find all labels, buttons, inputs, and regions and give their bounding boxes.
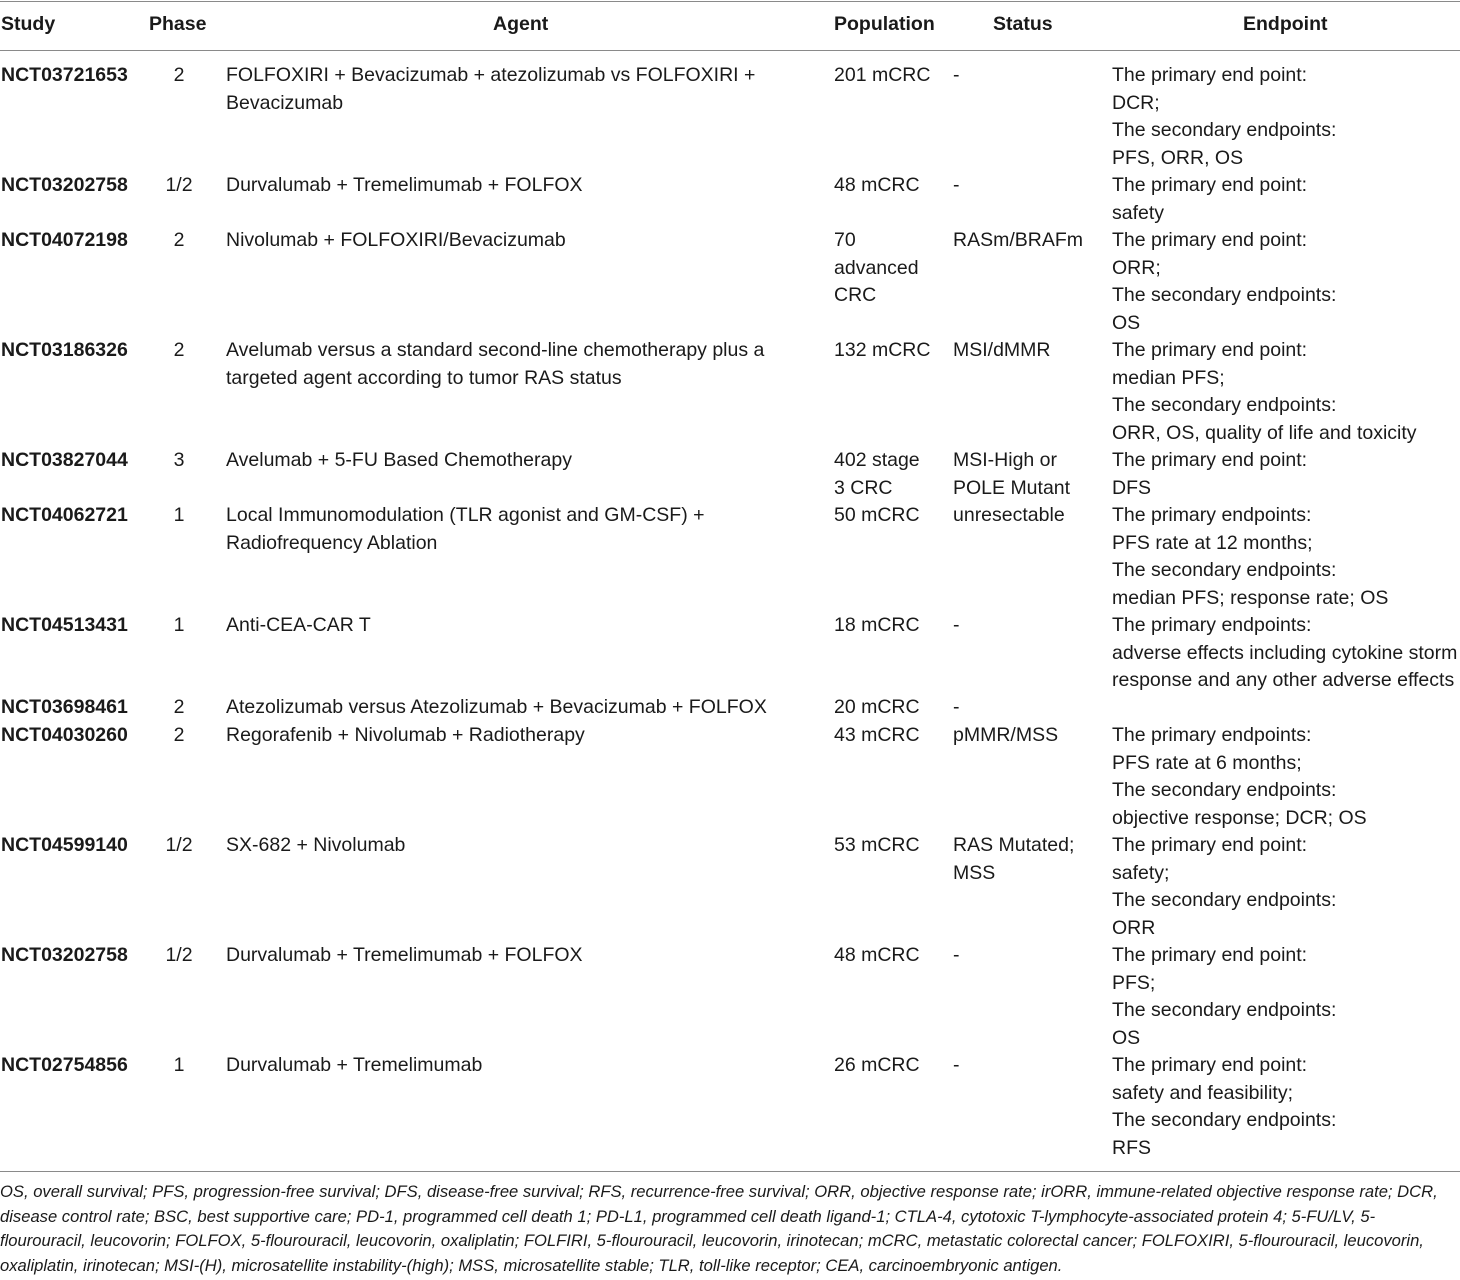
endpoint-line: The primary end point: xyxy=(1112,1054,1308,1076)
endpoint-cell xyxy=(1112,722,1460,832)
endpoint-cell xyxy=(1112,227,1460,337)
population-cell xyxy=(834,172,936,200)
agent-line: Nivolumab + FOLFOXIRI/Bevacizumab xyxy=(226,229,566,251)
endpoint-cell xyxy=(1112,942,1460,1052)
status-cell xyxy=(953,62,1103,90)
population-line: 43 mCRC xyxy=(834,724,920,746)
header-endpoint: Endpoint xyxy=(1243,13,1328,35)
header-population: Population xyxy=(834,13,935,35)
endpoint-line: objective response; DCR; OS xyxy=(1112,806,1367,829)
agent-cell xyxy=(226,227,786,255)
header-status: Status xyxy=(993,13,1053,35)
endpoint-line: safety and feasibility; xyxy=(1112,1081,1294,1104)
study-id-cell: NCT03698461 xyxy=(1,696,128,718)
status-cell xyxy=(953,1052,1103,1080)
endpoint-line: PFS, ORR, OS xyxy=(1112,146,1244,169)
status-cell xyxy=(953,337,1103,365)
endpoint-cell xyxy=(1112,337,1460,447)
agent-cell xyxy=(226,447,786,475)
status-cell xyxy=(953,832,1103,887)
header-rule xyxy=(0,50,1460,51)
population-cell xyxy=(834,722,936,750)
endpoint-line: safety; xyxy=(1112,861,1170,884)
endpoint-line: The primary end point: xyxy=(1112,174,1308,196)
population-line: 402 stage xyxy=(834,449,920,471)
endpoint-line: The primary end point: xyxy=(1112,339,1308,361)
endpoint-line: The secondary endpoints: xyxy=(1112,779,1337,801)
endpoint-line: The secondary endpoints: xyxy=(1112,889,1337,911)
endpoint-line: The primary end point: xyxy=(1112,944,1308,966)
status-cell xyxy=(953,694,1103,722)
header-study: Study xyxy=(1,13,56,35)
population-line: 26 mCRC xyxy=(834,1054,920,1076)
endpoint-line: median PFS; response rate; OS xyxy=(1112,586,1389,609)
endpoint-line: RFS xyxy=(1112,1136,1151,1159)
status-line: - xyxy=(953,174,960,196)
agent-line: Atezolizumab versus Atezolizumab + Bevacizumab + FOLFOX xyxy=(226,696,767,718)
phase-cell: 2 xyxy=(173,64,185,86)
phase-cell: 2 xyxy=(173,339,185,361)
agent-line: Avelumab versus a standard second-line chemotherapy plus a xyxy=(226,339,765,361)
population-cell xyxy=(834,694,936,722)
population-line: 18 mCRC xyxy=(834,614,920,636)
endpoint-line: DCR; xyxy=(1112,91,1160,114)
study-id-cell: NCT03202758 xyxy=(1,174,128,196)
status-line: - xyxy=(953,696,960,718)
population-cell xyxy=(834,1052,936,1080)
status-cell xyxy=(953,502,1103,530)
agent-line: Anti-CEA-CAR T xyxy=(226,614,371,636)
endpoint-line: The secondary endpoints: xyxy=(1112,119,1337,141)
endpoint-line: PFS rate at 6 months; xyxy=(1112,751,1302,774)
population-line: 201 mCRC xyxy=(834,64,931,86)
study-id-cell: NCT04072198 xyxy=(1,229,128,251)
agent-line: SX-682 + Nivolumab xyxy=(226,834,406,856)
endpoint-line: The secondary endpoints: xyxy=(1112,1109,1337,1131)
table-bottom-rule xyxy=(0,1171,1460,1172)
phase-cell: 2 xyxy=(173,696,185,718)
study-id-cell: NCT04030260 xyxy=(1,724,128,746)
agent-cell xyxy=(226,942,786,970)
status-cell xyxy=(953,612,1103,640)
status-line: RAS Mutated; xyxy=(953,834,1075,856)
status-line: pMMR/MSS xyxy=(953,724,1059,746)
status-line: - xyxy=(953,614,960,636)
endpoint-line: The secondary endpoints: xyxy=(1112,559,1337,581)
study-id-cell: NCT03186326 xyxy=(1,339,128,361)
status-line: MSS xyxy=(953,861,996,884)
population-line: CRC xyxy=(834,284,877,306)
population-line: 48 mCRC xyxy=(834,174,920,196)
status-line: - xyxy=(953,944,960,966)
status-line: - xyxy=(953,1054,960,1076)
study-id-cell: NCT04513431 xyxy=(1,614,128,636)
agent-cell xyxy=(226,172,786,200)
status-line: unresectable xyxy=(953,504,1065,526)
population-cell xyxy=(834,62,936,90)
agent-line: Regorafenib + Nivolumab + Radiotherapy xyxy=(226,724,585,746)
population-line: 3 CRC xyxy=(834,476,893,499)
endpoint-line: The primary endpoints: xyxy=(1112,724,1312,746)
endpoint-line: The primary endpoints: xyxy=(1112,614,1312,636)
endpoint-line: PFS; xyxy=(1112,971,1156,994)
phase-cell: 1 xyxy=(173,614,185,636)
population-cell xyxy=(834,227,936,310)
endpoint-line: ORR xyxy=(1112,916,1156,939)
agent-line: FOLFOXIRI + Bevacizumab + atezolizumab vs FOLFOXIRI + xyxy=(226,64,756,86)
agent-line: Durvalumab + Tremelimumab + FOLFOX xyxy=(226,174,583,196)
endpoint-line: The primary end point: xyxy=(1112,449,1308,471)
endpoint-cell xyxy=(1112,612,1460,695)
population-cell xyxy=(834,942,936,970)
header-agent: Agent xyxy=(493,13,549,35)
study-id-cell: NCT02754856 xyxy=(1,1054,128,1076)
status-cell xyxy=(953,447,1103,502)
agent-line: Bevacizumab xyxy=(226,91,344,114)
endpoint-line: The primary end point: xyxy=(1112,834,1308,856)
status-line: MSI/dMMR xyxy=(953,339,1051,361)
study-id-cell: NCT03721653 xyxy=(1,64,128,86)
phase-cell: 2 xyxy=(173,229,185,251)
study-id-cell: NCT03202758 xyxy=(1,944,128,966)
endpoint-line: The primary endpoints: xyxy=(1112,504,1312,526)
table-header xyxy=(0,13,1460,43)
status-cell xyxy=(953,722,1103,750)
endpoint-line: The primary end point: xyxy=(1112,64,1308,86)
agent-cell xyxy=(226,1052,786,1080)
endpoint-line: safety xyxy=(1112,201,1165,224)
phase-cell: 1/2 xyxy=(165,834,193,856)
population-line: 70 xyxy=(834,229,856,251)
agent-line: Durvalumab + Tremelimumab + FOLFOX xyxy=(226,944,583,966)
endpoint-cell xyxy=(1112,502,1460,612)
status-line: RASm/BRAFm xyxy=(953,229,1084,251)
agent-cell xyxy=(226,694,786,722)
endpoint-line: OS xyxy=(1112,311,1141,334)
agent-cell xyxy=(226,722,786,750)
endpoint-line: ORR; xyxy=(1112,256,1161,279)
status-line: MSI-High or xyxy=(953,449,1058,471)
agent-line: Radiofrequency Ablation xyxy=(226,531,438,554)
population-line: 48 mCRC xyxy=(834,944,920,966)
agent-cell xyxy=(226,612,786,640)
endpoint-cell xyxy=(1112,832,1460,942)
agent-line: Durvalumab + Tremelimumab xyxy=(226,1054,483,1076)
endpoint-cell xyxy=(1112,62,1460,172)
phase-cell: 2 xyxy=(173,724,185,746)
study-id-cell: NCT04599140 xyxy=(1,834,128,856)
population-line: 50 mCRC xyxy=(834,504,920,526)
status-cell xyxy=(953,942,1103,970)
endpoint-line: response and any other adverse effects xyxy=(1112,669,1455,691)
population-cell xyxy=(834,447,936,502)
population-cell xyxy=(834,612,936,640)
agent-cell xyxy=(226,62,786,117)
population-cell xyxy=(834,502,936,530)
agent-cell xyxy=(226,832,786,860)
endpoint-cell xyxy=(1112,447,1460,502)
phase-cell: 3 xyxy=(173,449,185,471)
population-line: advanced xyxy=(834,256,919,279)
study-id-cell: NCT04062721 xyxy=(1,504,128,526)
study-id-cell: NCT03827044 xyxy=(1,449,128,471)
endpoint-line: PFS rate at 12 months; xyxy=(1112,531,1313,554)
endpoint-line: The secondary endpoints: xyxy=(1112,284,1337,306)
population-line: 53 mCRC xyxy=(834,834,920,856)
endpoint-line: DFS xyxy=(1112,476,1151,499)
phase-cell: 1/2 xyxy=(165,174,193,196)
agent-line: Local Immunomodulation (TLR agonist and GM-CSF) + xyxy=(226,504,705,526)
population-cell xyxy=(834,832,936,860)
population-cell xyxy=(834,337,936,365)
table-footnote: OS, overall survival; PFS, progression-free survival; DFS, disease-free survival; RFS, recurrence-free survival; ORR, objective response rate; irORR, immune-related objective response rate; DCR, disease control rate; BSC, best supportive care; PD-1, programmed cell death 1; PD-L1, programmed cell death ligand-1; CTLA-4, cytotoxic T-lymphocyte-associated protein 4; 5-FU/LV, 5-flourouracil, leucovorin; FOLFOX, 5-flourouracil, leucovorin, oxaliplatin; FOLFIRI, 5-flourouracil, leucovorin, irinotecan; mCRC, metastatic colorectal cancer; FOLFOXIRI, 5-flourouracil, leucovorin, oxaliplatin, irinotecan; MSI-(H), microsatellite instability-(high); MSS, microsatellite stable; TLR, toll-like receptor; CEA, carcinoembryonic antigen. xyxy=(0,1182,1438,1275)
endpoint-line: OS xyxy=(1112,1026,1141,1049)
agent-cell xyxy=(226,337,786,392)
endpoint-line: The primary end point: xyxy=(1112,229,1308,251)
status-line: - xyxy=(953,64,960,86)
table-top-rule xyxy=(0,1,1460,2)
endpoint-line: adverse effects including cytokine storm xyxy=(1112,641,1458,664)
header-phase: Phase xyxy=(149,13,207,35)
agent-line: targeted agent according to tumor RAS status xyxy=(226,366,622,389)
endpoint-line: median PFS; xyxy=(1112,366,1225,389)
agent-line: Avelumab + 5-FU Based Chemotherapy xyxy=(226,449,572,471)
status-line: POLE Mutant xyxy=(953,476,1071,499)
endpoint-cell xyxy=(1112,172,1460,227)
phase-cell: 1 xyxy=(173,1054,185,1076)
phase-cell: 1/2 xyxy=(165,944,193,966)
endpoint-line: The secondary endpoints: xyxy=(1112,394,1337,416)
population-line: 20 mCRC xyxy=(834,696,920,718)
endpoint-line: ORR, OS, quality of life and toxicity xyxy=(1112,421,1417,444)
population-line: 132 mCRC xyxy=(834,339,931,361)
endpoint-cell xyxy=(1112,1052,1460,1162)
phase-cell: 1 xyxy=(173,504,185,526)
endpoint-line: The secondary endpoints: xyxy=(1112,999,1337,1021)
status-cell xyxy=(953,227,1103,255)
agent-cell xyxy=(226,502,786,557)
status-cell xyxy=(953,172,1103,200)
